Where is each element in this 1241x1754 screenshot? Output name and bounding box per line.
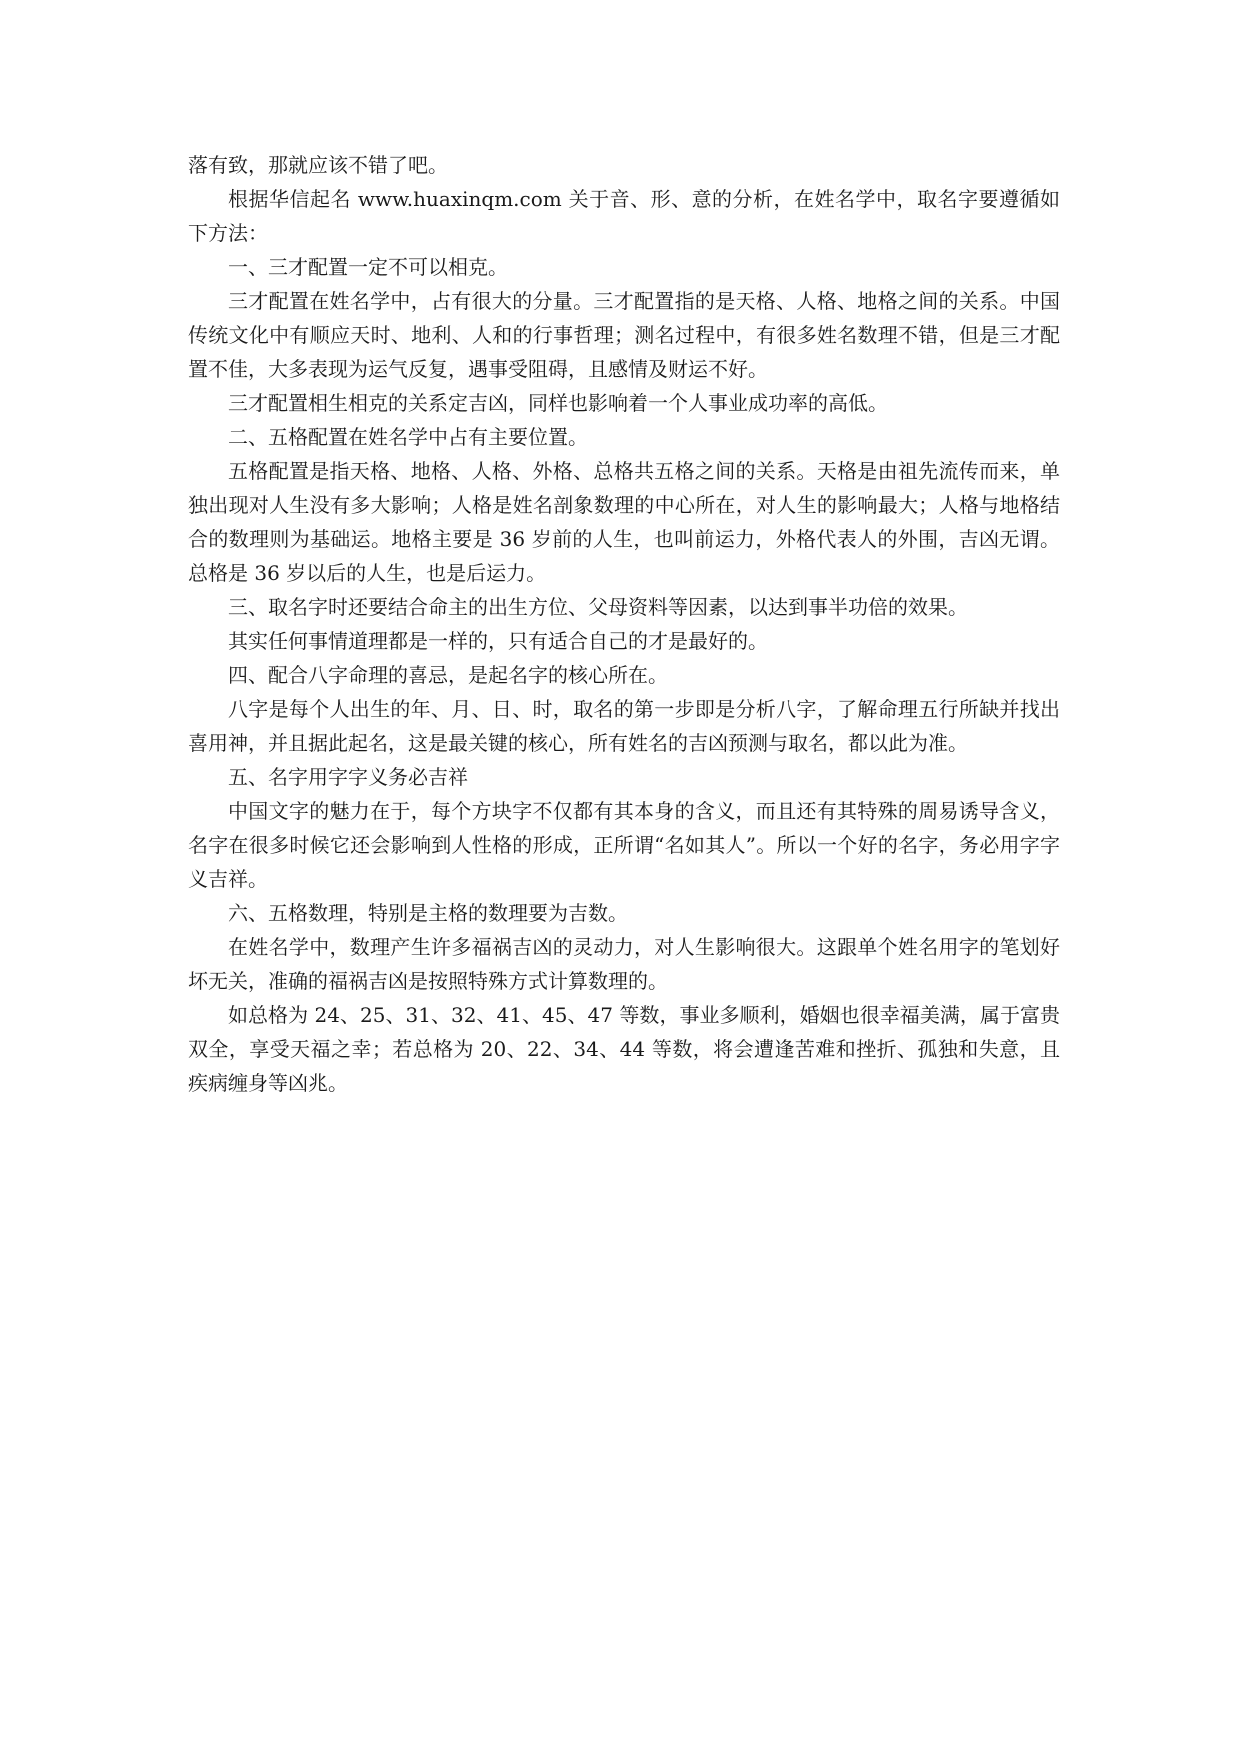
section-heading: 二、五格配置在姓名学中占有主要位置。 [228,425,588,449]
section-heading: 四、配合八字命理的喜忌，是起名字的核心所在。 [228,663,668,687]
paragraph: 三才配置相生相克的关系定吉凶，同样也影响着一个人事业成功率的高低。 [228,391,888,415]
paragraph: 三才配置在姓名学中，占有很大的分量。三才配置指的是天格、人格、地格之间的关系。中国传统文化中有顺应天时、地利、人和的行事哲理；测名过程中，有很多姓名数理不错，但是三才配置不佳，大多表现为运气反复，遇事受阻碍，且感情及财运不好。 [188,289,1060,381]
paragraph: 其实任何事情道理都是一样的，只有适合自己的才是最好的。 [228,629,768,653]
paragraph: 中国文字的魅力在于，每个方块字不仅都有其本身的含义，而且还有其特殊的周易诱导含义，名字在很多时候它还会影响到人性格的形成，正所谓“名如其人”。所以一个好的名字，务必用字字义吉祥。 [188,799,1060,891]
paragraph: 五格配置是指天格、地格、人格、外格、总格共五格之间的关系。天格是由祖先流传而来，单独出现对人生没有多大影响；人格是姓名剖象数理的中心所在，对人生的影响最大；人格与地格结合的数理则为基础运。地格主要是 36 岁前的人生，也叫前运力，外格代表人的外围，吉凶无谓。总格是 36 岁以后的人生，也是后运力。 [188,459,1060,585]
paragraph: 如总格为 24、25、31、32、41、45、47 等数，事业多顺利，婚姻也很幸福美满，属于富贵双全，享受天福之幸；若总格为 20、22、34、44 等数，将会遭逢苦难和挫折、孤独和失意，且疾病缠身等凶兆。 [188,1003,1060,1095]
section-heading: 六、五格数理，特别是主格的数理要为吉数。 [228,901,628,925]
paragraph: 根据华信起名 www.huaxinqm.com 关于音、形、意的分析，在姓名学中，取名字要遵循如下方法： [188,187,1060,245]
section-heading: 五、名字用字字义务必吉祥 [228,765,468,789]
paragraph: 落有致，那就应该不错了吧。 [188,153,448,177]
document-body [188,148,1060,1100]
paragraph: 八字是每个人出生的年、月、日、时，取名的第一步即是分析八字，了解命理五行所缺并找出喜用神，并且据此起名，这是最关键的核心，所有姓名的吉凶预测与取名，都以此为准。 [188,697,1060,755]
section-heading: 三、取名字时还要结合命主的出生方位、父母资料等因素，以达到事半功倍的效果。 [228,595,968,619]
paragraph: 在姓名学中，数理产生许多福祸吉凶的灵动力，对人生影响很大。这跟单个姓名用字的笔划好坏无关，准确的福祸吉凶是按照特殊方式计算数理的。 [188,935,1060,993]
section-heading: 一、三才配置一定不可以相克。 [228,255,508,279]
